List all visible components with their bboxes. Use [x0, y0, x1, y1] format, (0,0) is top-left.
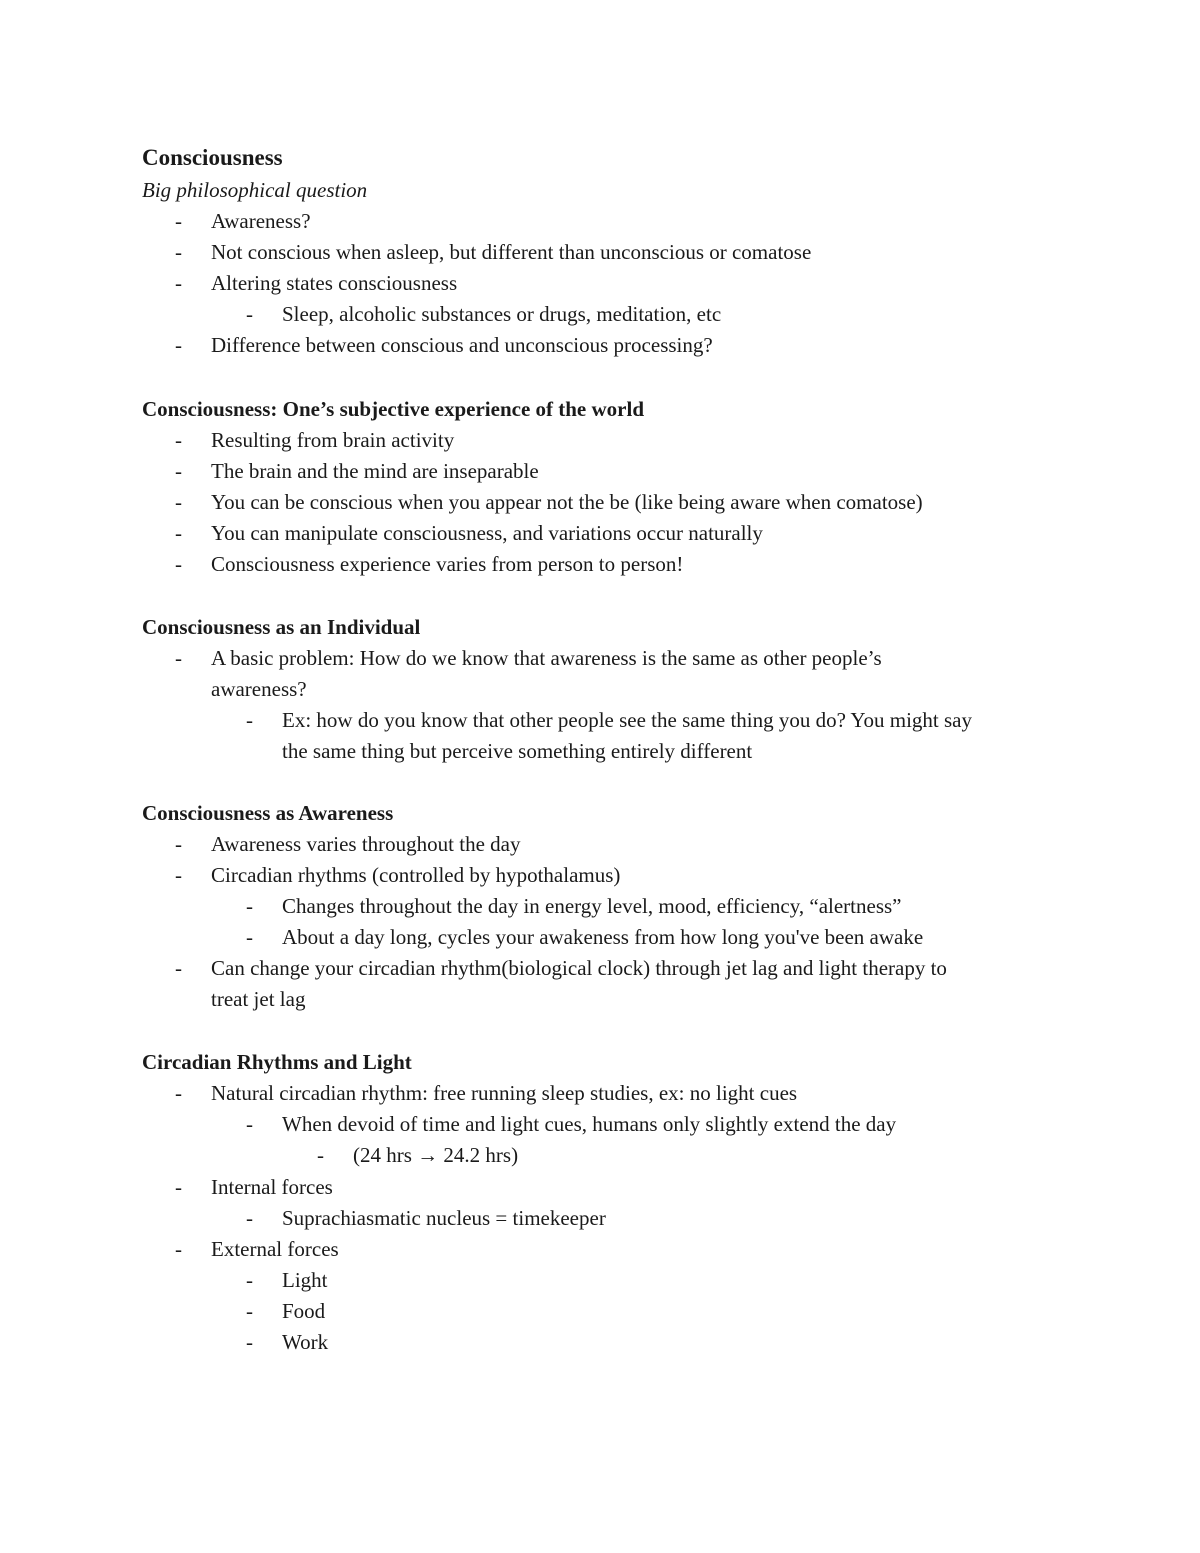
- bullet-dash: -: [317, 1143, 324, 1167]
- list-item-text: Resulting from brain activity: [211, 428, 455, 452]
- list-item-text: Awareness?: [211, 209, 311, 233]
- list-item-text: Suprachiasmatic nucleus = timekeeper: [282, 1206, 606, 1230]
- bullet-dash: -: [175, 1081, 182, 1105]
- document-title: Consciousness: [142, 145, 283, 170]
- bullet-dash: -: [175, 863, 182, 887]
- list-item-text: Natural circadian rhythm: free running sleep studies, ex: no light cues: [211, 1081, 798, 1105]
- list-item-text: Changes throughout the day in energy level, mood, efficiency, “alertness”: [282, 894, 902, 918]
- list-item-text: Awareness varies throughout the day: [211, 832, 521, 856]
- list-item-text: Altering states consciousness: [211, 271, 458, 295]
- bullet-dash: -: [175, 333, 182, 357]
- bullet-dash: -: [175, 1175, 182, 1199]
- bullet-dash: -: [246, 1330, 253, 1354]
- list-item-text: Internal forces: [211, 1175, 333, 1199]
- list-item-continuation: [211, 674, 307, 705]
- bullet-dash: -: [246, 708, 253, 732]
- bullet-dash: -: [246, 1112, 253, 1136]
- bullet-dash: -: [246, 894, 253, 918]
- section-heading: Consciousness as an Individual: [142, 615, 421, 639]
- list-item-text: External forces: [211, 1237, 339, 1261]
- list-item-text: Light: [282, 1268, 328, 1292]
- document-subtitle: Big philosophical question: [142, 178, 368, 202]
- bullet-dash: -: [246, 302, 253, 326]
- section-heading: Consciousness as Awareness: [142, 801, 394, 825]
- bullet-dash: -: [175, 646, 182, 670]
- list-item-text: Work: [282, 1330, 329, 1354]
- bullet-dash: -: [175, 552, 182, 576]
- list-item-continuation: [211, 984, 305, 1015]
- section-heading: Circadian Rhythms and Light: [142, 1050, 412, 1074]
- list-item-text: Food: [282, 1299, 326, 1323]
- bullet-dash: -: [175, 459, 182, 483]
- bullet-dash: -: [175, 1237, 182, 1261]
- list-item-text: About a day long, cycles your awakeness from how long you've been awake: [282, 925, 924, 949]
- bullet-dash: -: [246, 1299, 253, 1323]
- list-item-text: Ex: how do you know that other people see the same thing you do? You might say: [282, 708, 972, 732]
- list-item-text: The brain and the mind are inseparable: [211, 459, 539, 483]
- section-heading: Consciousness: One’s subjective experience of the world: [142, 397, 645, 421]
- list-item-text: When devoid of time and light cues, humans only slightly extend the day: [282, 1112, 897, 1136]
- list-item-text: the same thing but perceive something entirely different: [282, 739, 753, 763]
- list-item-text: Circadian rhythms (controlled by hypothalamus): [211, 863, 621, 887]
- list-item-continuation: [282, 736, 752, 767]
- list-item-text: treat jet lag: [211, 987, 306, 1011]
- bullet-dash: -: [246, 1268, 253, 1292]
- list-item-text: You can manipulate consciousness, and variations occur naturally: [211, 521, 763, 545]
- bullet-dash: -: [175, 271, 182, 295]
- bullet-dash: -: [175, 428, 182, 452]
- list-item-text: (24 hrs → 24.2 hrs): [353, 1143, 519, 1167]
- bullet-dash: -: [175, 956, 182, 980]
- bullet-dash: -: [175, 240, 182, 264]
- bullet-dash: -: [246, 1206, 253, 1230]
- list-item-text: Can change your circadian rhythm(biological clock) through jet lag and light therapy to: [211, 956, 947, 980]
- list-item-text: Sleep, alcoholic substances or drugs, meditation, etc: [282, 302, 722, 326]
- bullet-dash: -: [175, 832, 182, 856]
- list-item-text: Difference between conscious and unconscious processing?: [211, 333, 713, 357]
- list-item-text: Consciousness experience varies from person to person!: [211, 552, 684, 576]
- bullet-dash: -: [175, 490, 182, 514]
- list-item-text: A basic problem: How do we know that awareness is the same as other people’s: [211, 646, 882, 670]
- bullet-dash: -: [175, 209, 182, 233]
- bullet-dash: -: [175, 521, 182, 545]
- list-item-text: Not conscious when asleep, but different than unconscious or comatose: [211, 240, 812, 264]
- bullet-dash: -: [246, 925, 253, 949]
- list-item-text: You can be conscious when you appear not the be (like being aware when comatose): [211, 490, 923, 514]
- list-item-text: awareness?: [211, 677, 307, 701]
